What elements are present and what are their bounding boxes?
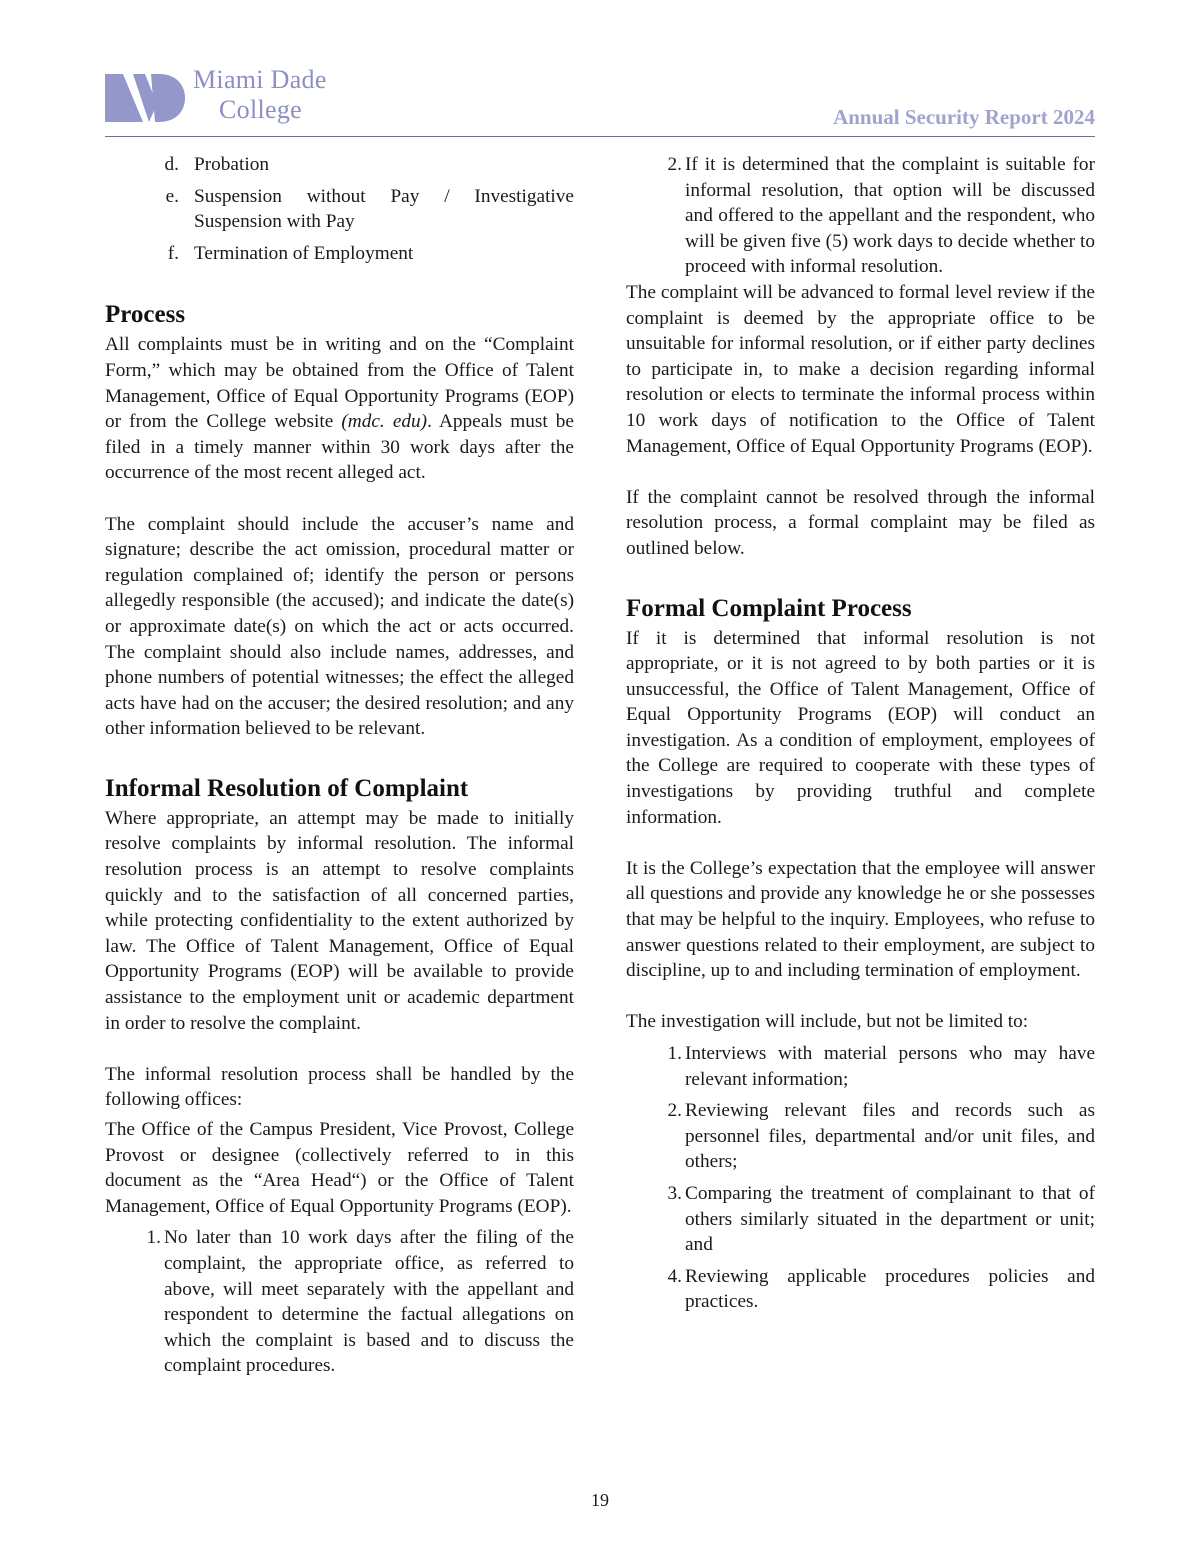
paragraph: The complaint will be advanced to formal level review if the complaint is deemed by the appropriate office to be unsuitable for informal resolution, or if either party declines to participate in, to make a decision regarding informal resolution or elects to terminate the informal process within 10 work days of notification to the Office of Talent Management, Office of Equal Opportunity Programs (EOP). [626, 281, 1095, 457]
paragraph: The Office of the Campus President, Vice Provost, College Provost or designee (collectively referred to in this document as the “Area Head“) or the Office of Talent Management, Office of Equal Opportunity Programs (EOP). [105, 1119, 574, 1217]
logo-text-line1: Miami Dade [193, 65, 327, 94]
college-logo [105, 65, 355, 128]
list-item: d. Probation [164, 154, 269, 175]
list-item: 2. If it is determined that the complaint is suitable for informal resolution, that option will be discussed and offered to the appellant and the respondent, who will be given five (5) work days to decide whether to proceed with informal resolution. [667, 154, 1095, 278]
investigation-list [626, 1041, 1095, 1315]
right-column [626, 152, 1095, 1321]
list-item: 1. No later than 10 work days after the filing of the complaint, the appropriate office, as referred to above, will meet separately with the appellant and respondent to determine the factual allegations on which the complaint is based and to discuss the complaint procedures. [146, 1227, 574, 1377]
paragraph: If it is determined that informal resolution is not appropriate, or it is not agreed to by both parties or it is unsuccessful, the Office of Talent Management, Office of Equal Opportunity Programs (EOP) will conduct an investigation. As a condition of employment, employees of the College are required to cooperate with these types of investigations by providing truthful and complete information. [626, 627, 1095, 828]
paragraph: The informal resolution process shall be handled by the following offices: [105, 1063, 574, 1111]
section-heading-process: Process [105, 301, 186, 329]
list-item: e. Suspension without Pay / Investigative Suspension with Pay [165, 185, 574, 233]
list-item: 4. Reviewing applicable procedures policies and practices. [667, 1265, 1095, 1313]
website-reference: (mdc. edu) [341, 411, 428, 433]
sanctions-list [105, 152, 574, 266]
list-item: 3. Comparing the treatment of complainant to that of others similarly situated in the department or unit; and [667, 1182, 1095, 1256]
list-item: 1. Interviews with material persons who may have relevant information; [667, 1043, 1095, 1090]
section-heading-informal-resolution: Informal Resolution of Complaint [105, 774, 469, 802]
report-title: Annual Security Report 2024 [833, 105, 1095, 129]
left-column [105, 152, 574, 1385]
page-header [105, 65, 1095, 137]
paragraph: If the complaint cannot be resolved through the informal resolution process, a formal complaint may be filed as outlined below. [626, 486, 1095, 559]
paragraph: The complaint should include the accuser’s name and signature; describe the act omission, procedural matter or regulation complained of; identify the person or persons allegedly responsible (the accused); and indicate the date(s) or approximate date(s) on which the act or acts occurred. The complaint should also include names, addresses, and phone numbers of potential witnesses; the effect the alleged acts have had on the accuser; the desired resolution; and any other information believed to be relevant. [105, 513, 574, 740]
section-heading-formal-complaint: Formal Complaint Process [626, 594, 912, 622]
paragraph: All complaints must be in writing and on the “Complaint Form,” which may be obtained from the Office of Talent Management, Office of Equal Opportunity Programs (EOP) or from the College website (mdc. edu). Appeals must be filed in a timely manner within 30 work days after the occurrence of the most recent alleged act. [105, 334, 574, 484]
paragraph: It is the College’s expectation that the employee will answer all questions and provide any knowledge he or she possesses that may be helpful to the inquiry. Employees, who refuse to answer questions related to their employment, are subject to discipline, up to and including termination of employment. [626, 857, 1095, 982]
page-number: 19 [591, 1490, 609, 1510]
paragraph: Where appropriate, an attempt may be made to initially resolve complaints by informal resolution. The informal resolution process is an attempt to resolve complaints quickly and to the satisfaction of all concerned parties, while protecting confidentiality to the extent authorized by law. The Office of Talent Management, Office of Equal Opportunity Programs (EOP) will be available to provide assistance to the employment unit or academic department in order to resolve the complaint. [105, 807, 574, 1034]
list-item: f. Termination of Employment [167, 242, 414, 264]
logo-mark-icon [105, 70, 185, 124]
logo-text-line2: College [219, 95, 302, 124]
list-item: 2. Reviewing relevant files and records such as personnel files, departmental and/or unit files, and others; [667, 1100, 1095, 1173]
paragraph: The investigation will include, but not be limited to: [626, 1011, 1029, 1033]
informal-steps-list-continued [626, 152, 1095, 280]
informal-steps-list [105, 1225, 574, 1379]
